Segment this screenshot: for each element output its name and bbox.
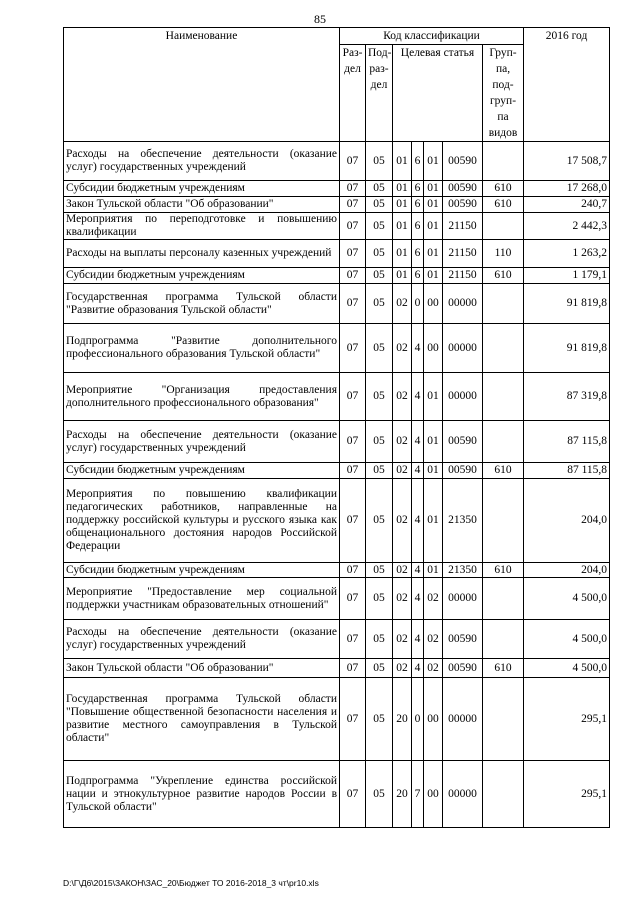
table-row bbox=[64, 578, 610, 620]
row-amount: 4 500,0 bbox=[524, 578, 610, 620]
header-razdel: Раз- дел bbox=[340, 45, 366, 142]
row-podrazdel: 05 bbox=[366, 761, 393, 828]
row-name: Расходы на обеспечение деятельности (оказание услуг) государственных учреждений bbox=[64, 421, 340, 463]
row-group bbox=[483, 761, 524, 828]
row-razdel: 07 bbox=[340, 421, 366, 463]
row-group: 110 bbox=[483, 240, 524, 268]
header-group: Груп- па, под- груп- па видов bbox=[483, 45, 524, 142]
row-target-direction: 00000 bbox=[443, 284, 483, 324]
table-row bbox=[64, 240, 610, 268]
row-name: Государственная программа Тульской области "Развитие образования Тульской области" bbox=[64, 284, 340, 324]
row-target-program: 02 bbox=[393, 578, 412, 620]
row-group bbox=[483, 620, 524, 659]
row-razdel: 07 bbox=[340, 761, 366, 828]
row-group: 610 bbox=[483, 268, 524, 284]
row-name: Государственная программа Тульской области "Повышение общественной безопасности населения и развитие местного самоуправления в Тульской области" bbox=[64, 678, 340, 761]
row-podrazdel: 05 bbox=[366, 213, 393, 240]
table-row bbox=[64, 268, 610, 284]
row-target-event: 01 bbox=[424, 142, 443, 181]
row-target-program: 01 bbox=[393, 197, 412, 213]
row-name: Субсидии бюджетным учреждениям bbox=[64, 463, 340, 479]
row-target-direction: 00000 bbox=[443, 373, 483, 421]
row-amount: 1 263,2 bbox=[524, 240, 610, 268]
row-razdel: 07 bbox=[340, 284, 366, 324]
row-target-subprogram: 4 bbox=[412, 421, 424, 463]
row-target-subprogram: 6 bbox=[412, 240, 424, 268]
row-amount: 4 500,0 bbox=[524, 620, 610, 659]
table-row bbox=[64, 761, 610, 828]
row-razdel: 07 bbox=[340, 268, 366, 284]
row-amount: 2 442,3 bbox=[524, 213, 610, 240]
row-target-program: 01 bbox=[393, 213, 412, 240]
header-classification: Код классификации bbox=[340, 28, 524, 45]
row-target-direction: 21150 bbox=[443, 213, 483, 240]
row-target-direction: 00000 bbox=[443, 578, 483, 620]
header-podrazdel: Под- раз- дел bbox=[366, 45, 393, 142]
row-target-subprogram: 4 bbox=[412, 479, 424, 563]
table-row bbox=[64, 373, 610, 421]
row-razdel: 07 bbox=[340, 373, 366, 421]
row-name: Закон Тульской области "Об образовании" bbox=[64, 197, 340, 213]
row-podrazdel: 05 bbox=[366, 578, 393, 620]
header-year: 2016 год bbox=[524, 28, 610, 142]
row-target-direction: 00000 bbox=[443, 324, 483, 373]
row-name: Мероприятие "Предоставление мер социальной поддержки участникам образовательных отношений" bbox=[64, 578, 340, 620]
row-amount: 91 819,8 bbox=[524, 324, 610, 373]
row-target-program: 02 bbox=[393, 659, 412, 678]
row-group bbox=[483, 324, 524, 373]
row-target-direction: 00590 bbox=[443, 197, 483, 213]
row-razdel: 07 bbox=[340, 213, 366, 240]
table-row bbox=[64, 479, 610, 563]
row-group bbox=[483, 678, 524, 761]
row-target-subprogram: 4 bbox=[412, 578, 424, 620]
row-target-program: 02 bbox=[393, 620, 412, 659]
row-target-subprogram: 4 bbox=[412, 324, 424, 373]
row-target-event: 01 bbox=[424, 181, 443, 197]
row-target-subprogram: 6 bbox=[412, 142, 424, 181]
row-target-subprogram: 0 bbox=[412, 678, 424, 761]
row-podrazdel: 05 bbox=[366, 421, 393, 463]
row-group bbox=[483, 213, 524, 240]
row-target-program: 20 bbox=[393, 761, 412, 828]
table-row bbox=[64, 421, 610, 463]
row-razdel: 07 bbox=[340, 463, 366, 479]
row-razdel: 07 bbox=[340, 620, 366, 659]
row-podrazdel: 05 bbox=[366, 181, 393, 197]
row-target-program: 20 bbox=[393, 678, 412, 761]
row-amount: 17 508,7 bbox=[524, 142, 610, 181]
header-target: Целевая статья bbox=[393, 45, 483, 142]
row-target-event: 01 bbox=[424, 463, 443, 479]
row-target-subprogram: 7 bbox=[412, 761, 424, 828]
table-row bbox=[64, 659, 610, 678]
row-razdel: 07 bbox=[340, 142, 366, 181]
row-podrazdel: 05 bbox=[366, 197, 393, 213]
table-row bbox=[64, 463, 610, 479]
row-amount: 240,7 bbox=[524, 197, 610, 213]
row-name: Подпрограмма "Развитие дополнительного профессионального образования Тульской области" bbox=[64, 324, 340, 373]
row-target-direction: 21150 bbox=[443, 240, 483, 268]
table-row bbox=[64, 678, 610, 761]
row-target-event: 02 bbox=[424, 620, 443, 659]
row-group: 610 bbox=[483, 197, 524, 213]
row-group: 610 bbox=[483, 659, 524, 678]
row-target-direction: 00590 bbox=[443, 181, 483, 197]
row-target-event: 01 bbox=[424, 563, 443, 578]
row-target-event: 01 bbox=[424, 479, 443, 563]
row-target-subprogram: 4 bbox=[412, 373, 424, 421]
row-target-direction: 00000 bbox=[443, 678, 483, 761]
row-name: Субсидии бюджетным учреждениям bbox=[64, 181, 340, 197]
row-name: Субсидии бюджетным учреждениям bbox=[64, 563, 340, 578]
row-name: Субсидии бюджетным учреждениям bbox=[64, 268, 340, 284]
row-razdel: 07 bbox=[340, 324, 366, 373]
row-amount: 295,1 bbox=[524, 761, 610, 828]
row-razdel: 07 bbox=[340, 181, 366, 197]
row-target-event: 01 bbox=[424, 421, 443, 463]
row-podrazdel: 05 bbox=[366, 479, 393, 563]
row-amount: 1 179,1 bbox=[524, 268, 610, 284]
row-target-program: 02 bbox=[393, 563, 412, 578]
row-target-event: 01 bbox=[424, 197, 443, 213]
row-group bbox=[483, 479, 524, 563]
row-group: 610 bbox=[483, 181, 524, 197]
row-target-direction: 00000 bbox=[443, 761, 483, 828]
row-razdel: 07 bbox=[340, 197, 366, 213]
row-name: Расходы на обеспечение деятельности (оказание услуг) государственных учреждений bbox=[64, 142, 340, 181]
page-number: 85 bbox=[314, 12, 326, 26]
row-target-subprogram: 6 bbox=[412, 197, 424, 213]
row-target-direction: 00590 bbox=[443, 142, 483, 181]
row-target-program: 02 bbox=[393, 373, 412, 421]
table-row bbox=[64, 142, 610, 181]
row-target-event: 02 bbox=[424, 578, 443, 620]
row-target-program: 01 bbox=[393, 142, 412, 181]
row-razdel: 07 bbox=[340, 578, 366, 620]
table-row bbox=[64, 324, 610, 373]
row-group bbox=[483, 421, 524, 463]
row-target-program: 02 bbox=[393, 421, 412, 463]
row-target-program: 02 bbox=[393, 463, 412, 479]
row-razdel: 07 bbox=[340, 479, 366, 563]
row-target-program: 01 bbox=[393, 268, 412, 284]
row-target-subprogram: 6 bbox=[412, 181, 424, 197]
row-name: Подпрограмма "Укрепление единства российской нации и этнокультурное развитие народов России в Тульской области" bbox=[64, 761, 340, 828]
row-razdel: 07 bbox=[340, 678, 366, 761]
table-row bbox=[64, 563, 610, 578]
row-amount: 91 819,8 bbox=[524, 284, 610, 324]
row-target-subprogram: 4 bbox=[412, 659, 424, 678]
row-target-subprogram: 6 bbox=[412, 268, 424, 284]
row-podrazdel: 05 bbox=[366, 142, 393, 181]
row-target-direction: 00590 bbox=[443, 620, 483, 659]
row-razdel: 07 bbox=[340, 240, 366, 268]
table-row bbox=[64, 197, 610, 213]
row-amount: 87 115,8 bbox=[524, 463, 610, 479]
row-target-program: 01 bbox=[393, 181, 412, 197]
row-amount: 87 319,8 bbox=[524, 373, 610, 421]
row-amount: 17 268,0 bbox=[524, 181, 610, 197]
row-podrazdel: 05 bbox=[366, 678, 393, 761]
row-podrazdel: 05 bbox=[366, 463, 393, 479]
row-target-subprogram: 4 bbox=[412, 463, 424, 479]
row-podrazdel: 05 bbox=[366, 373, 393, 421]
row-amount: 204,0 bbox=[524, 563, 610, 578]
row-target-program: 02 bbox=[393, 479, 412, 563]
row-target-program: 02 bbox=[393, 324, 412, 373]
row-target-event: 02 bbox=[424, 659, 443, 678]
row-target-direction: 21350 bbox=[443, 479, 483, 563]
budget-table bbox=[63, 27, 610, 828]
row-group bbox=[483, 142, 524, 181]
row-razdel: 07 bbox=[340, 659, 366, 678]
row-razdel: 07 bbox=[340, 563, 366, 578]
table-row bbox=[64, 620, 610, 659]
footer-file-path: D:\Г\Д6\2015\ЗАКОН\ЗАС_20\Бюджет ТО 2016-2018_3 чт\pr10.xls bbox=[63, 878, 319, 888]
row-group bbox=[483, 373, 524, 421]
row-name: Мероприятие "Организация предоставления дополнительного профессионального образования" bbox=[64, 373, 340, 421]
row-name: Мероприятия по повышению квалификации педагогических работников, направленные на поддержку российской культуры и русского языка как общенационального достояния народов Российской Федерации bbox=[64, 479, 340, 563]
row-target-event: 00 bbox=[424, 324, 443, 373]
row-name: Закон Тульской области "Об образовании" bbox=[64, 659, 340, 678]
row-podrazdel: 05 bbox=[366, 563, 393, 578]
row-podrazdel: 05 bbox=[366, 324, 393, 373]
table-body bbox=[64, 142, 610, 828]
table-row bbox=[64, 181, 610, 197]
row-target-event: 01 bbox=[424, 268, 443, 284]
row-target-event: 00 bbox=[424, 678, 443, 761]
row-target-event: 00 bbox=[424, 284, 443, 324]
row-target-subprogram: 4 bbox=[412, 620, 424, 659]
row-name: Расходы на обеспечение деятельности (оказание услуг) государственных учреждений bbox=[64, 620, 340, 659]
row-target-program: 02 bbox=[393, 284, 412, 324]
row-podrazdel: 05 bbox=[366, 620, 393, 659]
header-name: Наименование bbox=[64, 28, 340, 142]
row-group: 610 bbox=[483, 463, 524, 479]
row-target-direction: 21150 bbox=[443, 268, 483, 284]
row-name: Мероприятия по переподготовке и повышению квалификации bbox=[64, 213, 340, 240]
row-target-event: 01 bbox=[424, 240, 443, 268]
row-podrazdel: 05 bbox=[366, 268, 393, 284]
row-amount: 87 115,8 bbox=[524, 421, 610, 463]
row-name: Расходы на выплаты персоналу казенных учреждений bbox=[64, 240, 340, 268]
row-target-event: 01 bbox=[424, 373, 443, 421]
row-target-event: 00 bbox=[424, 761, 443, 828]
row-amount: 204,0 bbox=[524, 479, 610, 563]
row-group bbox=[483, 578, 524, 620]
row-podrazdel: 05 bbox=[366, 284, 393, 324]
row-group: 610 bbox=[483, 563, 524, 578]
table-row bbox=[64, 284, 610, 324]
row-target-direction: 00590 bbox=[443, 421, 483, 463]
row-amount: 4 500,0 bbox=[524, 659, 610, 678]
row-target-program: 01 bbox=[393, 240, 412, 268]
row-target-direction: 21350 bbox=[443, 563, 483, 578]
table-row bbox=[64, 213, 610, 240]
row-group bbox=[483, 284, 524, 324]
row-target-event: 01 bbox=[424, 213, 443, 240]
row-target-direction: 00590 bbox=[443, 463, 483, 479]
row-target-direction: 00590 bbox=[443, 659, 483, 678]
row-target-subprogram: 4 bbox=[412, 563, 424, 578]
row-target-subprogram: 6 bbox=[412, 213, 424, 240]
row-podrazdel: 05 bbox=[366, 240, 393, 268]
row-target-subprogram: 0 bbox=[412, 284, 424, 324]
row-amount: 295,1 bbox=[524, 678, 610, 761]
row-podrazdel: 05 bbox=[366, 659, 393, 678]
